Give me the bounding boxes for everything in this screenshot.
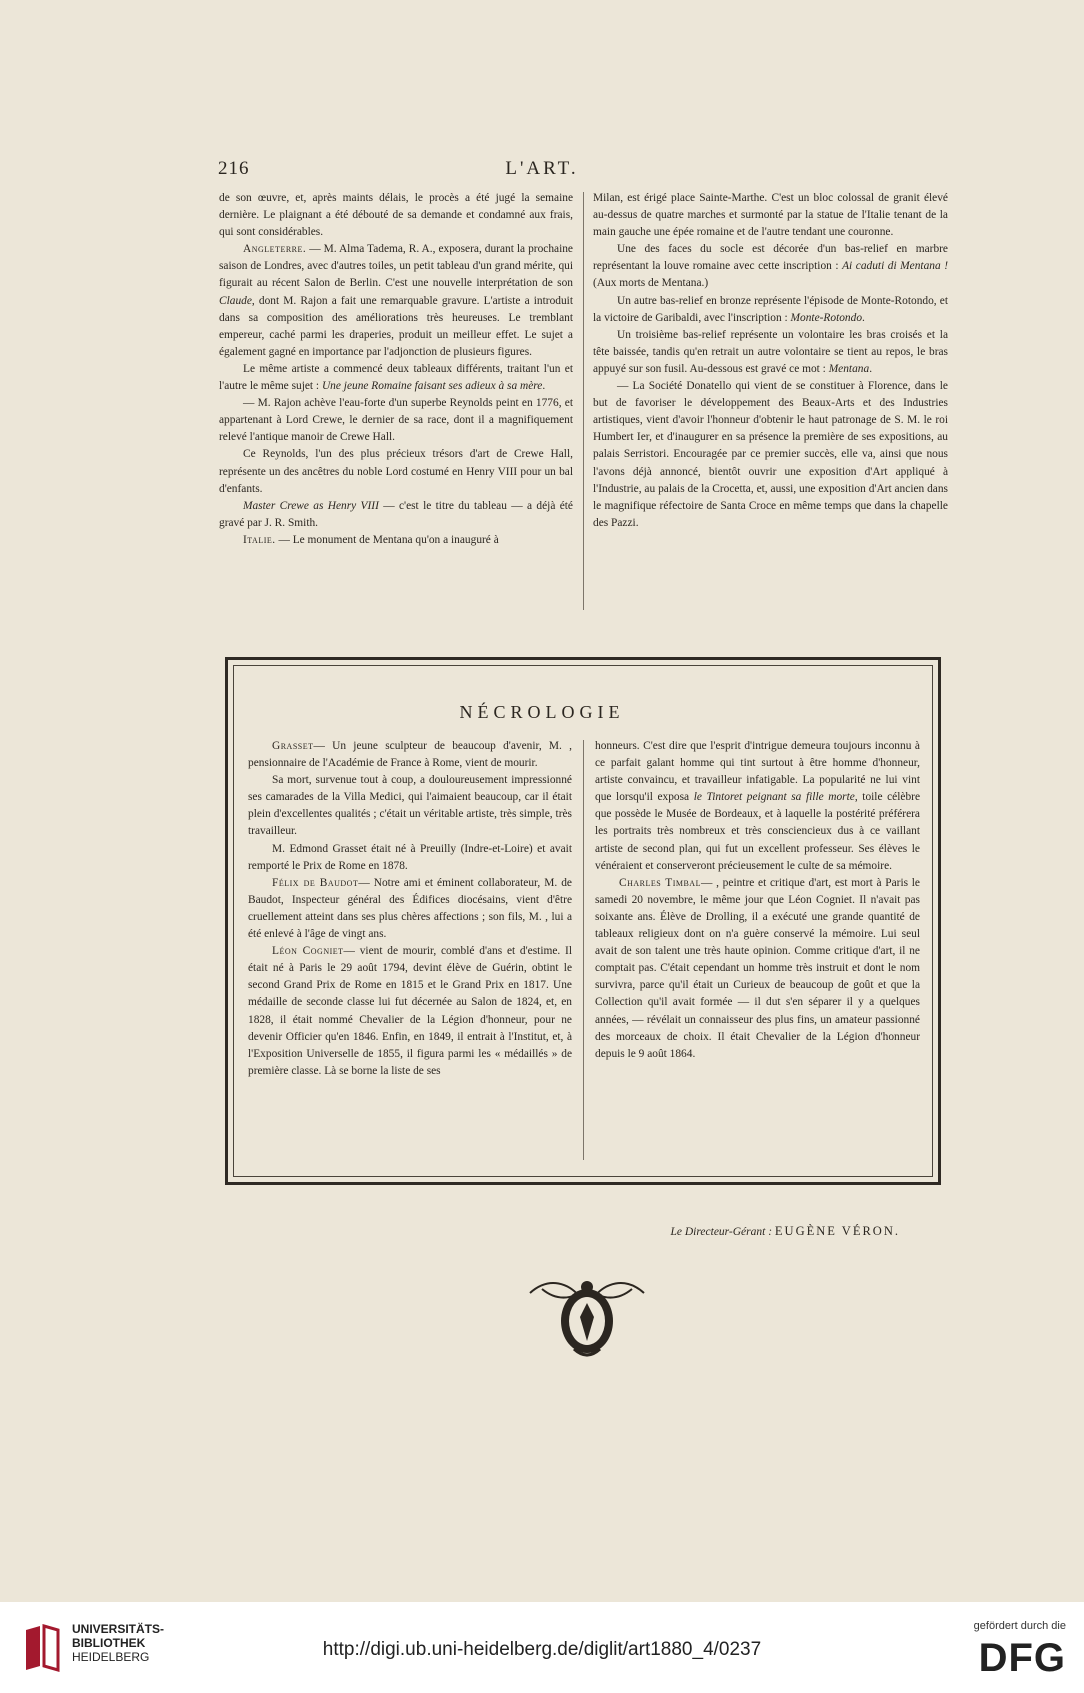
dfg-logo[interactable]: DFG — [978, 1636, 1066, 1680]
text-run: — Notre ami et éminent collaborateur, M. de Baudot, Inspecteur général des Édifices diocésains, vient d'être cruellement atteint dans ses plus chères affections ; son fils, M. — [248, 876, 572, 923]
text-run: — M. Alma Tadema, R. A., exposera, durant la prochaine saison de Londres, avec d'autres toiles, un petit tableau d'un grand mérite, qui figurait au récent Salon de Berlin. C'est une nouvelle interprétation de son — [219, 243, 573, 290]
italic-run: Une jeune Romaine faisant ses adieux à sa mère — [321, 380, 543, 393]
institution-line-1: UNIVERSITÄTS- — [72, 1622, 165, 1636]
top-right-column — [593, 190, 948, 532]
text-run: M. Edmond Grasset était né à Preuilly (Indre-et-Loire) et avait remporté le Prix de Rome en 1878. — [248, 842, 572, 872]
text-run: Un autre bas-relief en bronze représente l'épisode de Monte-Rotondo, et la victoire de Garibaldi, avec l'inscription : — [593, 294, 948, 324]
funding-label: gefördert durch die — [973, 1620, 1066, 1632]
footer-bar — [0, 1602, 1084, 1693]
text-run: (Aux morts de Mentana.) — [593, 277, 709, 290]
text-run: — La Société Donatello qui vient de se constituer à Florence, dans le but de favoriser le développement des Beaux-Arts et des Industries artistiques, vient d'avoir l'honneur d'obtenir le haut patronage de S. M. le roi Humbert Ier, et d'inaugurer en sa présence la première de ses expositions, au palais Serristori. Encouragée par ce premier succès, elle va, ainsi que nous l'avons déjà annoncé, bientôt ouvrir une exposition d'Art appliqué à l'Industrie, au palais de la Crocetta, et, aussi, une exposition d'Art ancien dans le magnifique réfectoire de Santa Croce en même temps que dans la chapelle des Pazzi. — [593, 380, 948, 529]
text-run: — — [700, 876, 717, 889]
text-run: — Le monument de Mentana qu'on a inauguré à — [275, 533, 499, 546]
paragraph — [219, 532, 573, 549]
paragraph — [593, 378, 948, 532]
paragraph — [593, 241, 948, 292]
necrologie-left-column — [248, 738, 572, 1080]
text-run: Le même artiste a commencé deux tableaux différents, traitant l'un et l'autre le même sujet : — [219, 362, 573, 393]
column-divider — [583, 192, 584, 610]
text-run: Un troisième bas-relief représente un volontaire les bras croisés et la tête baissée, tandis qu'en retrait un autre volontaire se tient au repos, le bras appuyé sur son fusil. Au-dessous est gravé ce mot : — [593, 328, 948, 375]
text-run: Une des faces du socle est décorée d'un bas-relief en marbre représentant la louve romaine avec cette inscription : — [593, 243, 948, 273]
paragraph — [248, 943, 572, 1080]
italic-run: Master Crewe as Henry VIII — [243, 499, 379, 512]
italic-run: le Tintoret peignant sa fille morte — [693, 791, 855, 804]
ornament-vignette — [522, 1265, 652, 1363]
paragraph — [219, 241, 573, 361]
text-run: , lui a été enlevé à l'âge de vingt ans. — [248, 910, 573, 941]
text-run: — — [343, 945, 360, 958]
small-caps-run: Léon Cogniet — [272, 945, 344, 958]
text-run: . — [542, 380, 546, 393]
necrologie-title: NÉCROLOGIE — [459, 702, 625, 722]
running-title: L'ART. — [505, 158, 579, 179]
paragraph — [248, 738, 572, 772]
paragraph — [219, 190, 573, 241]
text-run: — c'est le titre du tableau — a déjà été gravé par J. R. Smith. — [219, 499, 573, 529]
paragraph — [248, 875, 572, 943]
text-run: Sa mort, survenue tout à coup, a douloureusement impressionné ses camarades de la Villa Medici, qui l'aimaient beaucoup, car il était plein d'excellentes qualités ; c'était un véritable artiste, très simple, très travailleur. — [248, 774, 572, 838]
text-run: . — [869, 362, 873, 375]
institution-line-3: HEIDELBERG — [72, 1650, 150, 1664]
page-number: 216 — [218, 158, 250, 179]
top-left-column — [219, 190, 573, 549]
paragraph — [219, 395, 573, 446]
text-run: , pensionnaire de l'Académie de France à Rome, vient de mourir. — [248, 740, 572, 770]
signature-label: Le Directeur-Gérant : — [670, 1226, 773, 1238]
signature-name: EUGÈNE VÉRON. — [774, 1224, 900, 1238]
paragraph — [248, 841, 572, 875]
text-run: , dont M. Rajon a fait une remarquable gravure. L'artiste a introduit dans sa composition des améliorations très heureuses. Le tremblant empereur, caché parmi les draperies, produit un meilleur effet. Le sujet a également gagné en importance par l'adjonction de plusieurs figures. — [219, 294, 573, 358]
text-run: honneurs. C'est dire que l'esprit d'intrigue demeura toujours inconnu à ce parfait galant homme qui tint surtout à être homme d'honneur, artiste convaincu, et travailleur infatigable. La popularité ne lui vint que lorsqu'il exposa — [595, 740, 920, 804]
text-run: , peintre et critique d'art, est mort à Paris le samedi 20 novembre, le même jour que Léon Cogniet. Il n'avait pas soixante ans. Élève de Drolling, il a exécuté une grande quantité de tableaux religieux dont on n'a guère conservé la mémoire. Lui seul avait de son talent une très haute opinion. Comme critique d'art, il ne comptait pas. C'était cependant un homme très instruit et dont le nom survivra, parce qu'il était un Curieux de beaucoup de goût et que la Collection qu'il avait formée — il dut s'en séparer il y a quelques années, — révélait un connaisseur des plus fins, un amateur passionné des morceaux de choix. Il était Chevalier de la Légion d'honneur depuis le 9 août 1864. — [595, 876, 920, 1060]
institution-line-2: BIBLIOTHEK — [72, 1636, 146, 1650]
paragraph — [593, 293, 948, 327]
small-caps-run: Félix de Baudot — [272, 876, 359, 889]
text-run: — Un jeune sculpteur de beaucoup d'avenir, M. — [313, 740, 570, 752]
small-caps-run: Italie. — [243, 533, 276, 546]
italic-run: Claude — [219, 294, 252, 307]
italic-run: Mentana — [828, 362, 870, 375]
permalink-url[interactable]: http://digi.ub.uni-heidelberg.de/diglit/art1880_4/0237 — [322, 1639, 762, 1660]
italic-run: Monte-Rotondo — [790, 311, 863, 324]
paragraph — [593, 327, 948, 378]
paragraph — [248, 772, 572, 840]
paragraph — [593, 190, 948, 241]
paragraph — [219, 446, 573, 497]
text-run: Ce Reynolds, l'un des plus précieux trésors d'art de Crewe Hall, représente un des ancêtres du noble Lord costumé en Henry VIII pour un bal d'enfants. — [219, 448, 573, 495]
necrologie-right-column — [595, 738, 920, 1063]
italic-run: Ai caduti di Mentana ! — [842, 260, 948, 273]
small-caps-run: Charles Timbal — [619, 876, 701, 889]
small-caps-run: Grasset — [272, 740, 314, 752]
paragraph — [219, 498, 573, 532]
necrologie-divider — [583, 740, 584, 1160]
text-run: . — [862, 311, 865, 324]
paragraph — [595, 875, 920, 1063]
text-run: Milan, est érigé place Sainte-Marthe. C'est un bloc colossal de granit élevé au-dessus de quatre marches et surmonté par la statue de l'Italie tenant de la main gauche une épée romaine et de l'autre tendant une couronne. — [593, 192, 948, 239]
paragraph — [219, 361, 573, 395]
text-run: — M. Rajon achève l'eau-forte d'un superbe Reynolds peint en 1776, et appartenant à Lord Crewe, le dernier de sa race, dont il a magnifiquement relevé l'antique manoir de Crewe Hall. — [219, 397, 573, 444]
text-run: , toile célèbre que possède le Musée de Bordeaux, et à laquelle la postérité préférera les portraits très nombreux et très consciencieux dus à ce vaillant artiste de second plan, qui fut un excellent professeur. Ses élèves le vénéraient et conserveront précieusement le culte de sa mémoire. — [595, 791, 920, 872]
small-caps-run: Angleterre. — [243, 243, 307, 256]
text-run: vient de mourir, comblé d'ans et d'estime. Il était né à Paris le 29 août 1794, devint élève de Guérin, obtint le second Grand Prix de Rome en 1815 et le Grand Prix en 1817. Une médaille de seconde classe lui fut décernée au Salon de 1824, et, en 1828, il était nommé Chevalier de la Légion d'honneur, pour ne devenir Officier qu'en 1846. Enfin, en 1849, il entrait à l'Institut, et, à l'Exposition Universelle de 1855, il figura parmi les « médaillés » de première classe. Là se borne la liste de ses — [248, 945, 572, 1077]
paragraph — [595, 738, 920, 875]
text-run: de son œuvre, et, après maints délais, le procès a été jugé la semaine dernière. Le plaignant a été débouté de sa demande et condamné aux frais, qui sont considérables. — [219, 192, 573, 239]
signature — [671, 1224, 901, 1239]
